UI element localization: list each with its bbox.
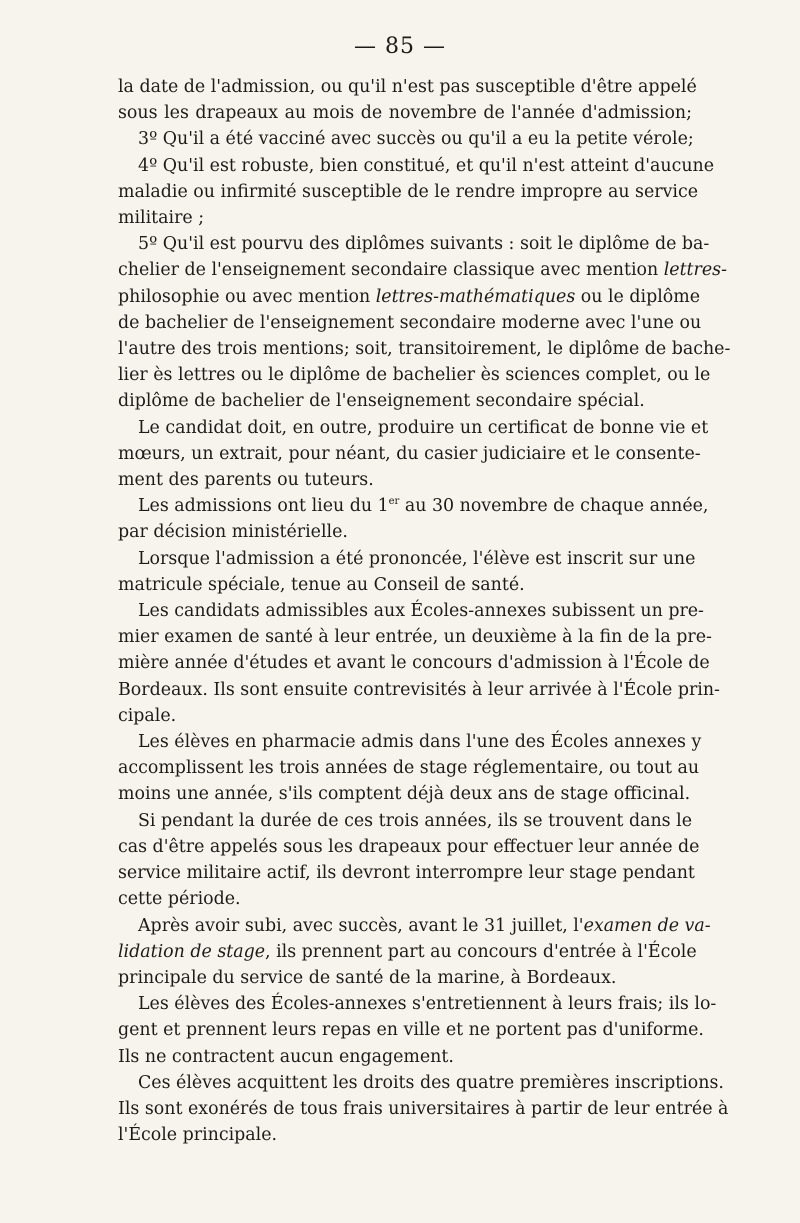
text-line: la date de l'admission, ou qu'il n'est pas susceptible d'être appelé: [118, 77, 697, 97]
text-line: chelier de l'enseignement secondaire classique avec mention lettres-: [118, 260, 727, 281]
text-line: Les élèves en pharmacie admis dans l'une des Écoles annexes y: [138, 732, 702, 753]
text-line: lier ès lettres ou le diplôme de bachelier ès sciences complet, ou le: [118, 365, 711, 386]
text-line: sous les drapeaux au mois de novembre de l'année d'admission;: [118, 103, 692, 124]
text-line: l'École principale.: [118, 1125, 278, 1146]
text-line: Les élèves des Écoles-annexes s'entretiennent à leurs frais; ils lo-: [138, 994, 717, 1015]
text-line: de bachelier de l'enseignement secondaire moderne avec l'une ou: [118, 312, 702, 333]
text-line: cipale.: [118, 705, 177, 726]
text-line: Bordeaux. Ils sont ensuite contrevisités à leur arrivée à l'École prin-: [118, 679, 720, 700]
body-text: [118, 74, 731, 1148]
text-line: diplôme de bachelier de l'enseignement secondaire spécial.: [118, 391, 645, 412]
text-line: Les candidats admissibles aux Écoles-annexes subissent un pre-: [138, 601, 704, 622]
text-line: mœurs, un extrait, pour néant, du casier judiciaire et le consente-: [118, 443, 701, 464]
text-line: maladie ou infirmité susceptible de le rendre impropre au service: [118, 181, 698, 202]
text-line: cas d'être appelés sous les drapeaux pour effectuer leur année de: [118, 836, 700, 857]
text-line: service militaire actif, ils devront interrompre leur stage pendant: [118, 863, 695, 884]
text-line: accomplissent les trois années de stage réglementaire, ou tout au: [118, 758, 700, 779]
text-line: 3º Qu'il a été vacciné avec succès ou qu'il a eu la petite vérole;: [138, 129, 694, 150]
text-line: cette période.: [118, 889, 241, 910]
text-line: Les admissions ont lieu du 1er au 30 novembre de chaque année,: [138, 496, 709, 517]
text-line: l'autre des trois mentions; soit, transitoirement, le diplôme de bache-: [118, 339, 731, 360]
text-line: Après avoir subi, avec succès, avant le 31 juillet, l'examen de va-: [138, 915, 711, 936]
text-line: moins une année, s'ils comptent déjà deux ans de stage officinal.: [118, 784, 691, 805]
text-line: 4º Qu'il est robuste, bien constitué, et qu'il n'est atteint d'aucune: [138, 155, 715, 176]
text-line: Ils ne contractent aucun engagement.: [118, 1046, 454, 1067]
text-line: mière année d'études et avant le concours d'admission à l'École de: [118, 653, 710, 674]
text-line: lidation de stage, ils prennent part au concours d'entrée à l'École: [118, 941, 697, 962]
text-line: 5º Qu'il est pourvu des diplômes suivants : soit le diplôme de ba-: [138, 234, 710, 255]
text-line: principale du service de santé de la marine, à Bordeaux.: [118, 967, 617, 988]
page-number: — 85 —: [354, 34, 446, 59]
text-line: matricule spéciale, tenue au Conseil de santé.: [118, 574, 525, 595]
text-line: Le candidat doit, en outre, produire un certificat de bonne vie et: [138, 417, 709, 438]
text-line: par décision ministérielle.: [118, 522, 348, 543]
text-line: Ces élèves acquittent les droits des quatre premières inscriptions.: [138, 1072, 724, 1093]
text-line: ment des parents ou tuteurs.: [118, 470, 374, 491]
text-line: Ils sont exonérés de tous frais universitaires à partir de leur entrée à: [118, 1098, 729, 1119]
text-line: Si pendant la durée de ces trois années, ils se trouvent dans le: [138, 810, 692, 831]
text-line: Lorsque l'admission a été prononcée, l'élève est inscrit sur une: [138, 548, 696, 569]
text-line: militaire ;: [118, 208, 205, 229]
text-line: mier examen de santé à leur entrée, un deuxième à la fin de la pre-: [118, 627, 712, 648]
text-line: gent et prennent leurs repas en ville et ne portent pas d'uniforme.: [118, 1020, 704, 1041]
text-line: philosophie ou avec mention lettres-mathématiques ou le diplôme: [118, 286, 701, 307]
